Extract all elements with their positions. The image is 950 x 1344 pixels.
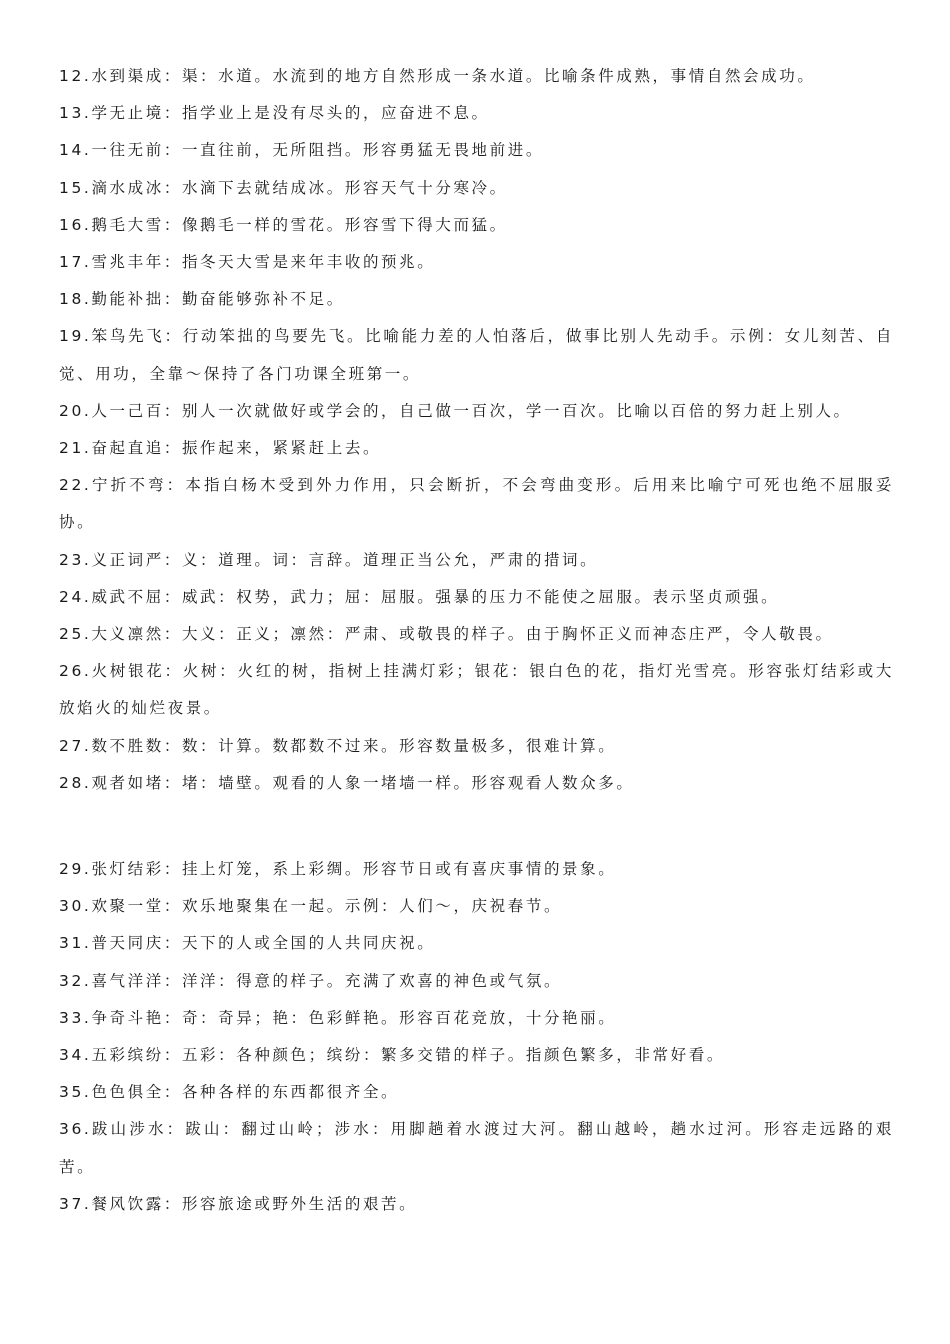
idiom-entry: 34.五彩缤纷：五彩：各种颜色；缤纷：繁多交错的样子。指颜色繁多，非常好看。 [59,1046,725,1065]
idiom-entry: 15.滴水成冰：水滴下去就结成冰。形容天气十分寒冷。 [59,178,508,197]
idiom-entry: 29.张灯结彩：挂上灯笼，系上彩绸。形容节日或有喜庆事情的景象。 [59,860,617,879]
idiom-entry: 23.义正词严：义：道理。词：言辞。道理正当公允，严肃的措词。 [59,550,599,569]
idiom-entry: 16.鹅毛大雪：像鹅毛一样的雪花。形容雪下得大而猛。 [59,215,508,234]
idiom-list-part-1 [59,58,894,802]
section-spacer [59,802,894,851]
idiom-entry: 36.跋山涉水：跋山：翻过山岭；涉水：用脚趟着水渡过大河。翻山越岭，趟水过河。形容走远路的艰苦。 [59,1120,894,1176]
idiom-entry: 27.数不胜数：数：计算。数都数不过来。形容数量极多，很难计算。 [59,736,617,755]
idiom-entry: 37.餐风饮露：形容旅途或野外生活的艰苦。 [59,1194,418,1213]
idiom-entry: 18.勤能补拙：勤奋能够弥补不足。 [59,290,345,309]
idiom-entry: 14.一往无前：一直往前，无所阻挡。形容勇猛无畏地前进。 [59,141,544,160]
idiom-entry: 21.奋起直追：振作起来，紧紧赶上去。 [59,439,382,458]
idiom-entry: 31.普天同庆：天下的人或全国的人共同庆祝。 [59,934,436,953]
idiom-entry: 25.大义凛然：大义：正义；凛然：严肃、或敬畏的样子。由于胸怀正义而神态庄严，令人敬畏。 [59,625,834,644]
idiom-entry: 26.火树银花：火树：火红的树，指树上挂满灯彩；银花：银白色的花，指灯光雪亮。形容张灯结彩或大放焰火的灿烂夜景。 [59,662,894,718]
idiom-entry: 12.水到渠成：渠：水道。水流到的地方自然形成一条水道。比喻条件成熟，事情自然会成功。 [59,67,816,85]
idiom-entry: 28.观者如堵：堵：墙壁。观看的人象一堵墙一样。形容观看人数众多。 [59,773,635,792]
idiom-entry: 32.喜气洋洋：洋洋：得意的样子。充满了欢喜的神色或气氛。 [59,971,563,990]
idiom-entry: 17.雪兆丰年：指冬天大雪是来年丰收的预兆。 [59,253,436,272]
idiom-entry: 20.人一己百：别人一次就做好或学会的，自己做一百次，学一百次。比喻以百倍的努力赶上别人。 [59,401,852,420]
idiom-entry: 30.欢聚一堂：欢乐地聚集在一起。示例：人们～，庆祝春节。 [59,897,563,916]
idiom-entry: 13.学无止境：指学业上是没有尽头的，应奋进不息。 [59,104,490,123]
document-page [59,58,894,1223]
idiom-entry: 33.争奇斗艳：奇：奇异；艳：色彩鲜艳。形容百花竞放，十分艳丽。 [59,1008,617,1027]
idiom-entry: 24.威武不屈：威武：权势，武力；屈：屈服。强暴的压力不能使之屈服。表示坚贞顽强。 [59,587,780,606]
idiom-entry: 35.色色俱全：各种各样的东西都很齐全。 [59,1083,400,1102]
idiom-entry: 22.宁折不弯：本指白杨木受到外力作用，只会断折，不会弯曲变形。后用来比喻宁可死也绝不屈服妥协。 [59,476,894,532]
idiom-entry: 19.笨鸟先飞：行动笨拙的鸟要先飞。比喻能力差的人怕落后，做事比别人先动手。示例：女儿刻苦、自觉、用功，全靠～保持了各门功课全班第一。 [59,327,894,383]
idiom-list-part-2 [59,851,894,1223]
